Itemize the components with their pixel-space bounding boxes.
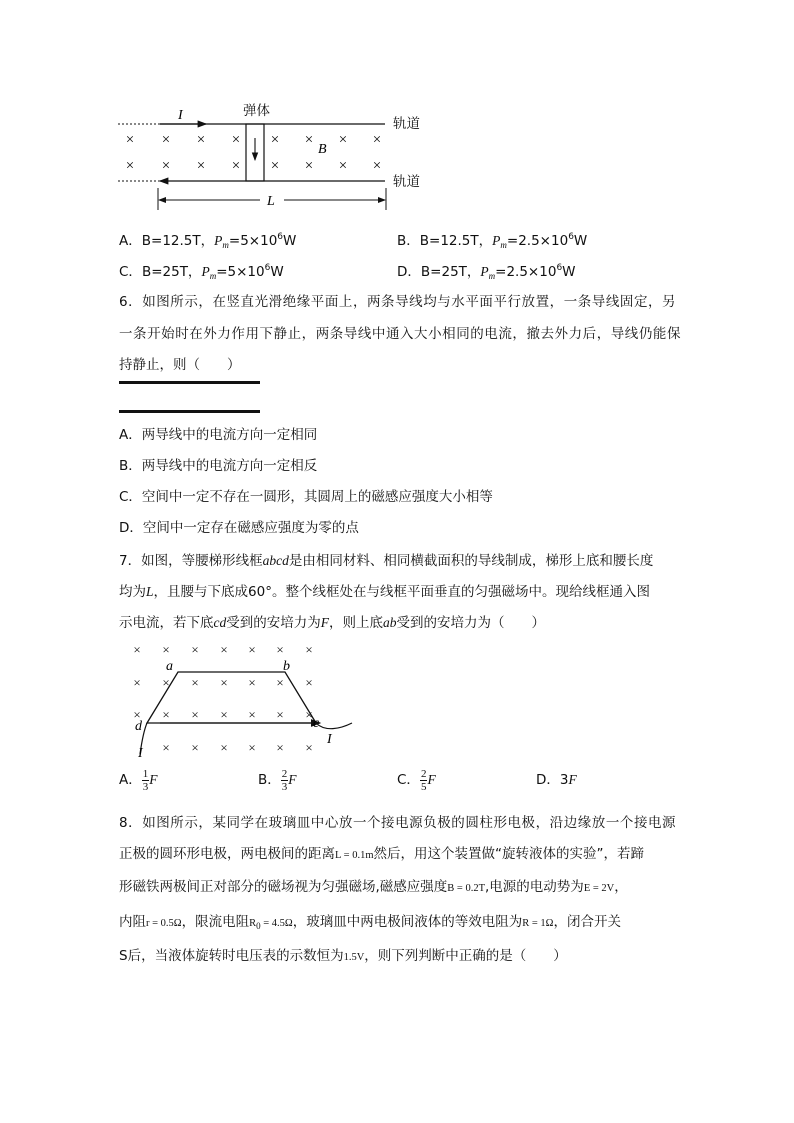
svg-text:×: × <box>276 642 284 657</box>
lead-out <box>316 723 352 729</box>
q5-option-b: B．B=12.5T，$P_m=2.5\times 10^6W$ <box>397 232 588 250</box>
q7-option-a: A． $\frac{1}{3}$ F <box>119 767 158 793</box>
svg-text:×: × <box>162 675 170 690</box>
svg-text:×: × <box>248 675 256 690</box>
svg-text:×: × <box>162 707 170 722</box>
svg-text:×: × <box>248 642 256 657</box>
q8-line-1: 8．如图所示，某同学在玻璃皿中心放一个接电源负极的圆柱形电极，沿边缘放一个接电源 <box>119 815 677 831</box>
current-label: I <box>178 108 183 123</box>
svg-text:×: × <box>305 740 313 755</box>
q6-line-1: 6．如图所示，在竖直光滑绝缘平面上，两条导线均与水平面平行放置，一条导线固定，另 <box>119 294 677 310</box>
svg-text:×: × <box>162 642 170 657</box>
q6-line-2: 一条开始时在外力作用下静止，两条导线中通入大小相同的电流，撤去外力后，导线仍能保 <box>119 326 681 342</box>
q6-option-d: D．空间中一定存在磁感应强度为零的点 <box>119 520 359 536</box>
svg-text:×: × <box>220 675 228 690</box>
svg-text:×: × <box>220 707 228 722</box>
svg-text:×: × <box>125 132 135 148</box>
svg-text:×: × <box>133 675 141 690</box>
q7-option-c: C． $\frac{2}{5}$ F <box>397 767 436 793</box>
field-crosses <box>126 132 381 174</box>
svg-text:×: × <box>372 158 382 174</box>
svg-text:×: × <box>276 707 284 722</box>
q7-line-3: 示电流，若下底cd受到的安培力为F，则上底ab受到的安培力为（ ） <box>119 615 545 631</box>
q6-option-c: C．空间中一定不存在一圆形，其圆周上的磁感应强度大小相等 <box>119 489 493 505</box>
svg-text:×: × <box>220 642 228 657</box>
svg-text:×: × <box>191 707 199 722</box>
rail-gun-figure <box>110 100 440 215</box>
field-label: B <box>318 142 327 157</box>
q7-line-1: 7．如图，等腰梯形线框abcd是由相同材料、相同横截面积的导线制成，梯形上底和腰长度 <box>119 553 654 569</box>
q8-line-5: S后，当液体旋转时电压表的示数恒为1.5V，则下列判断中正确的是（ ） <box>119 948 567 964</box>
rail-top-label: 轨道 <box>393 116 420 132</box>
svg-text:×: × <box>270 158 280 174</box>
svg-text:×: × <box>338 132 348 148</box>
svg-text:×: × <box>161 132 171 148</box>
body-label: 弹体 <box>243 103 270 119</box>
vertex-b: b <box>283 659 290 674</box>
svg-text:×: × <box>276 675 284 690</box>
svg-text:×: × <box>220 740 228 755</box>
svg-text:×: × <box>305 707 313 722</box>
svg-text:×: × <box>191 642 199 657</box>
svg-text:×: × <box>133 707 141 722</box>
q6-option-a: A．两导线中的电流方向一定相同 <box>119 427 318 443</box>
svg-text:×: × <box>304 158 314 174</box>
rail-bottom-label: 轨道 <box>393 174 420 190</box>
q8-line-4: 内阻r = 0.5Ω，限流电阻R0 = 4.5Ω，玻璃皿中两电极间液体的等效电阻为R = 1Ω，闭合开关 <box>119 914 621 931</box>
current-in-label: I <box>138 746 143 761</box>
length-label: L <box>267 194 275 209</box>
svg-text:×: × <box>305 675 313 690</box>
wire-top <box>119 381 260 384</box>
svg-text:×: × <box>133 642 141 657</box>
svg-text:×: × <box>231 158 241 174</box>
vertex-a: a <box>166 659 173 674</box>
svg-text:×: × <box>162 740 170 755</box>
q5-option-d: D．B=25T，$P_m=2.5\times 10^6W$ <box>397 263 576 281</box>
q5-option-c: C．B=25T，$P_m=5\times 10^6W$ <box>119 263 284 281</box>
svg-text:×: × <box>338 158 348 174</box>
vertex-c: c <box>313 716 320 731</box>
vertex-d: d <box>135 719 142 734</box>
q7-option-b: B． $\frac{2}{3}$ F <box>258 767 297 793</box>
svg-text:×: × <box>248 740 256 755</box>
svg-text:×: × <box>125 158 135 174</box>
svg-text:×: × <box>248 707 256 722</box>
svg-text:×: × <box>191 740 199 755</box>
svg-text:×: × <box>276 740 284 755</box>
svg-text:×: × <box>196 158 206 174</box>
q8-line-3: 形磁铁两极间正对部分的磁场视为匀强磁场,磁感应强度B = 0.2T,电源的电动势为E = 2V， <box>119 879 628 895</box>
current-out-label: I <box>327 732 332 747</box>
q6-option-b: B．两导线中的电流方向一定相反 <box>119 458 318 474</box>
q6-line-3: 持静止，则（ ） <box>119 357 241 373</box>
svg-text:×: × <box>304 132 314 148</box>
q5-option-a: A．B=12.5T，$P_m=5\times 10^6W$ <box>119 232 297 250</box>
q7-option-d: D．3F <box>536 772 577 788</box>
svg-text:×: × <box>231 132 241 148</box>
svg-text:×: × <box>305 642 313 657</box>
svg-text:×: × <box>372 132 382 148</box>
svg-text:×: × <box>161 158 171 174</box>
trapezoid-figure <box>120 636 360 761</box>
svg-text:×: × <box>191 675 199 690</box>
q7-line-2: 均为L，且腰与下底成60°。整个线框处在与线框平面垂直的匀强磁场中。现给线框通入图 <box>119 584 650 600</box>
q8-line-2: 正极的圆环形电极，两电极间的距离L = 0.1m然后，用这个装置做“旋转液体的实验”，若蹄 <box>119 846 644 862</box>
wire-bottom <box>119 410 260 413</box>
trapezoid-frame <box>147 672 316 723</box>
svg-text:×: × <box>196 132 206 148</box>
svg-text:×: × <box>270 132 280 148</box>
